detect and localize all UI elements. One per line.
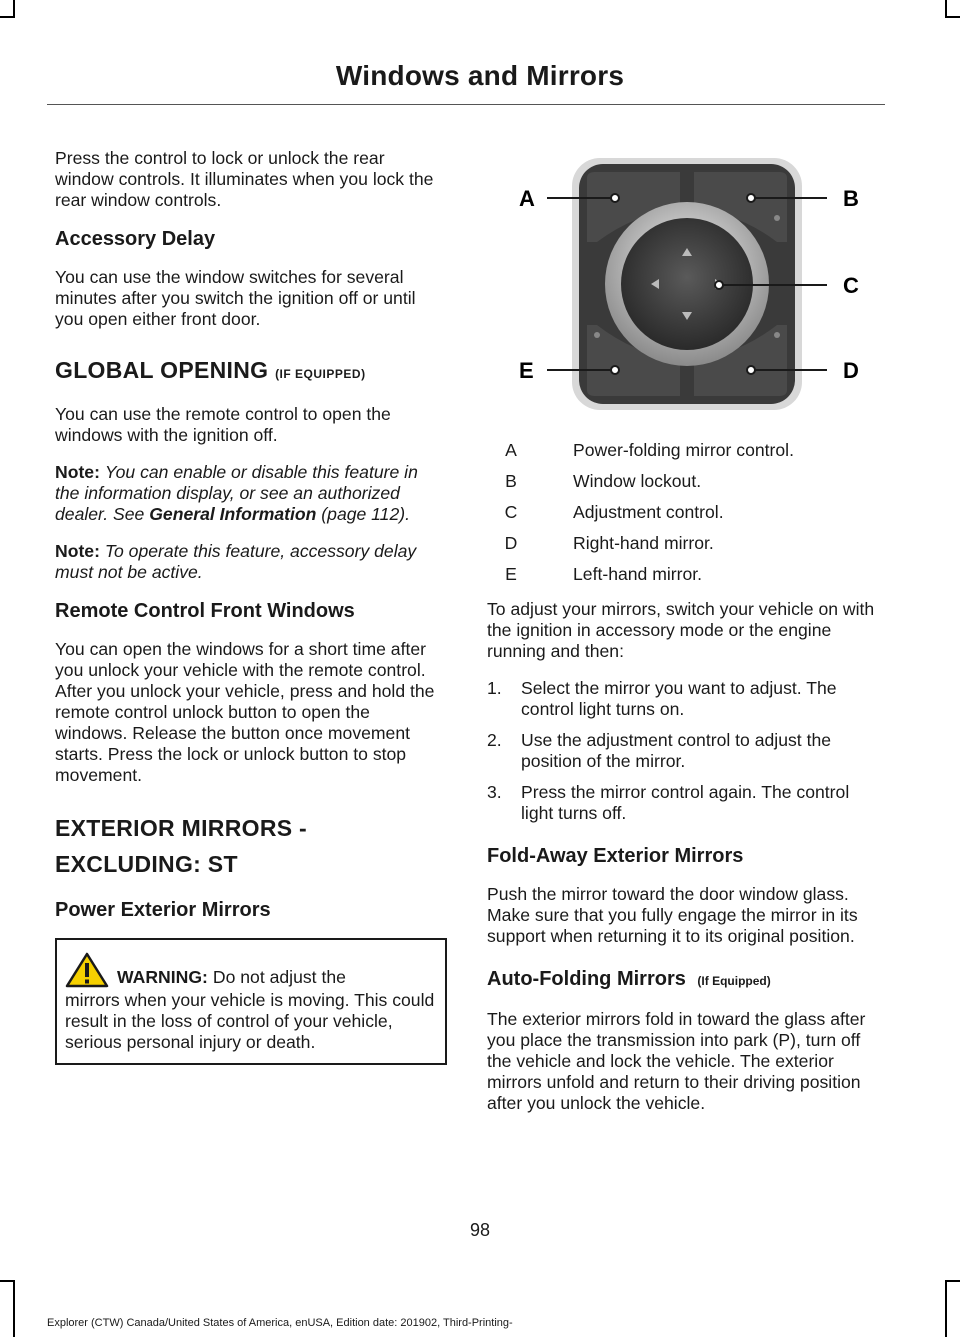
page-title: Windows and Mirrors <box>335 60 625 91</box>
global-opening-note-2 <box>55 541 447 583</box>
adjust-intro: To adjust your mirrors, switch your vehicle on with the ignition in accessory mode or the engine running and then: <box>487 599 875 661</box>
step-item: 1. Select the mirror you want to adjust. The control light turns on. <box>487 678 837 719</box>
remote-control-body: You can open the windows for a short time after you unlock your vehicle with the remote control. After you unlock your vehicle, press and hold the remote control unlock button to open the windows. Release the button once movement starts. Press the lock or unlock button to stop movement. <box>55 639 435 785</box>
crop-mark <box>945 16 960 18</box>
accessory-delay-heading: Accessory Delay <box>55 228 216 250</box>
auto-folding-heading <box>487 967 882 993</box>
note-label: Note: <box>55 541 100 561</box>
adjust-steps <box>487 678 882 824</box>
legend-item: C Adjustment control. <box>504 502 724 522</box>
exterior-mirrors-title-line2: EXCLUDING: ST <box>55 851 238 877</box>
note-label: Note: <box>55 462 100 482</box>
warning-text-start: Do not adjust the <box>212 967 346 987</box>
remote-control-heading: Remote Control Front Windows <box>55 600 355 622</box>
page-reference: (page 112). <box>321 504 410 524</box>
page-number: 98 <box>469 1220 491 1240</box>
auto-folding-qualifier: (If Equipped) <box>697 974 771 988</box>
step-item: 3. Press the mirror control again. The control light turns off. <box>487 782 850 823</box>
global-opening-body: You can use the remote control to open the windows with the ignition off. <box>55 404 391 445</box>
accessory-delay-body: You can use the window switches for several minutes after you switch the ignition off or until you open either front door. <box>55 267 416 329</box>
note-text: You can enable or disable this feature in the information display, or see an authorized dealer. See <box>55 462 418 524</box>
fold-away-heading: Fold-Away Exterior Mirrors <box>487 845 744 867</box>
note-text: To operate this feature, accessory delay must not be active. <box>55 541 417 582</box>
crop-mark <box>945 1280 960 1282</box>
callout-a: A <box>519 186 535 211</box>
exterior-mirrors-heading <box>55 814 447 878</box>
legend-item: E Left-hand mirror. <box>505 564 703 584</box>
right-column <box>487 440 882 1130</box>
crop-mark <box>0 16 15 18</box>
warning-text: mirrors when your vehicle is moving. This could result in the loss of control of your vehicle, serious personal injury or death. <box>65 990 435 1052</box>
warning-label: WARNING: <box>117 967 208 987</box>
power-exterior-mirrors-heading: Power Exterior Mirrors <box>55 899 271 921</box>
crop-mark <box>13 1280 15 1337</box>
callout-d: D <box>843 358 859 383</box>
step-item: 2. Use the adjustment control to adjust the position of the mirror. <box>487 730 832 771</box>
general-information-link[interactable]: General Information <box>149 504 317 524</box>
callout-e: E <box>519 358 534 383</box>
crop-mark <box>945 1280 947 1337</box>
global-opening-qualifier: (IF EQUIPPED) <box>275 367 366 381</box>
warning-icon <box>65 952 109 988</box>
mirror-control-diagram <box>487 150 882 412</box>
left-column <box>55 148 447 1065</box>
global-opening-title: GLOBAL OPENING <box>55 357 269 383</box>
fold-away-body: Push the mirror toward the door window glass. Make sure that you fully engage the mirror in its support when returning it to its original position. <box>487 884 858 946</box>
auto-folding-title: Auto-Folding Mirrors <box>487 968 686 990</box>
lockout-intro: Press the control to lock or unlock the rear window controls. It illuminates when you lock the rear window controls. <box>55 148 434 210</box>
footer-edition-info: Explorer (CTW) Canada/United States of America, enUSA, Edition date: 201902, Third-Printing- <box>47 1317 513 1329</box>
callout-b: B <box>843 186 859 211</box>
warning-box <box>55 938 447 1065</box>
header-divider <box>47 104 885 105</box>
callout-c: C <box>843 273 859 298</box>
auto-folding-body: The exterior mirrors fold in toward the glass after you place the transmission into park (P), turn off the vehicle and lock the vehicle. The exterior mirrors unfold and return to their driving position after you unlock the vehicle. <box>487 1009 866 1113</box>
global-opening-heading <box>55 356 447 388</box>
crop-mark <box>0 1280 15 1282</box>
exterior-mirrors-title-line1: EXTERIOR MIRRORS - <box>55 815 308 841</box>
global-opening-note-1 <box>55 462 447 525</box>
diagram-legend <box>487 440 882 585</box>
legend-item: B Window lockout. <box>505 471 702 491</box>
legend-item: A Power-folding mirror control. <box>505 440 794 460</box>
legend-item: D Right-hand mirror. <box>504 533 714 553</box>
